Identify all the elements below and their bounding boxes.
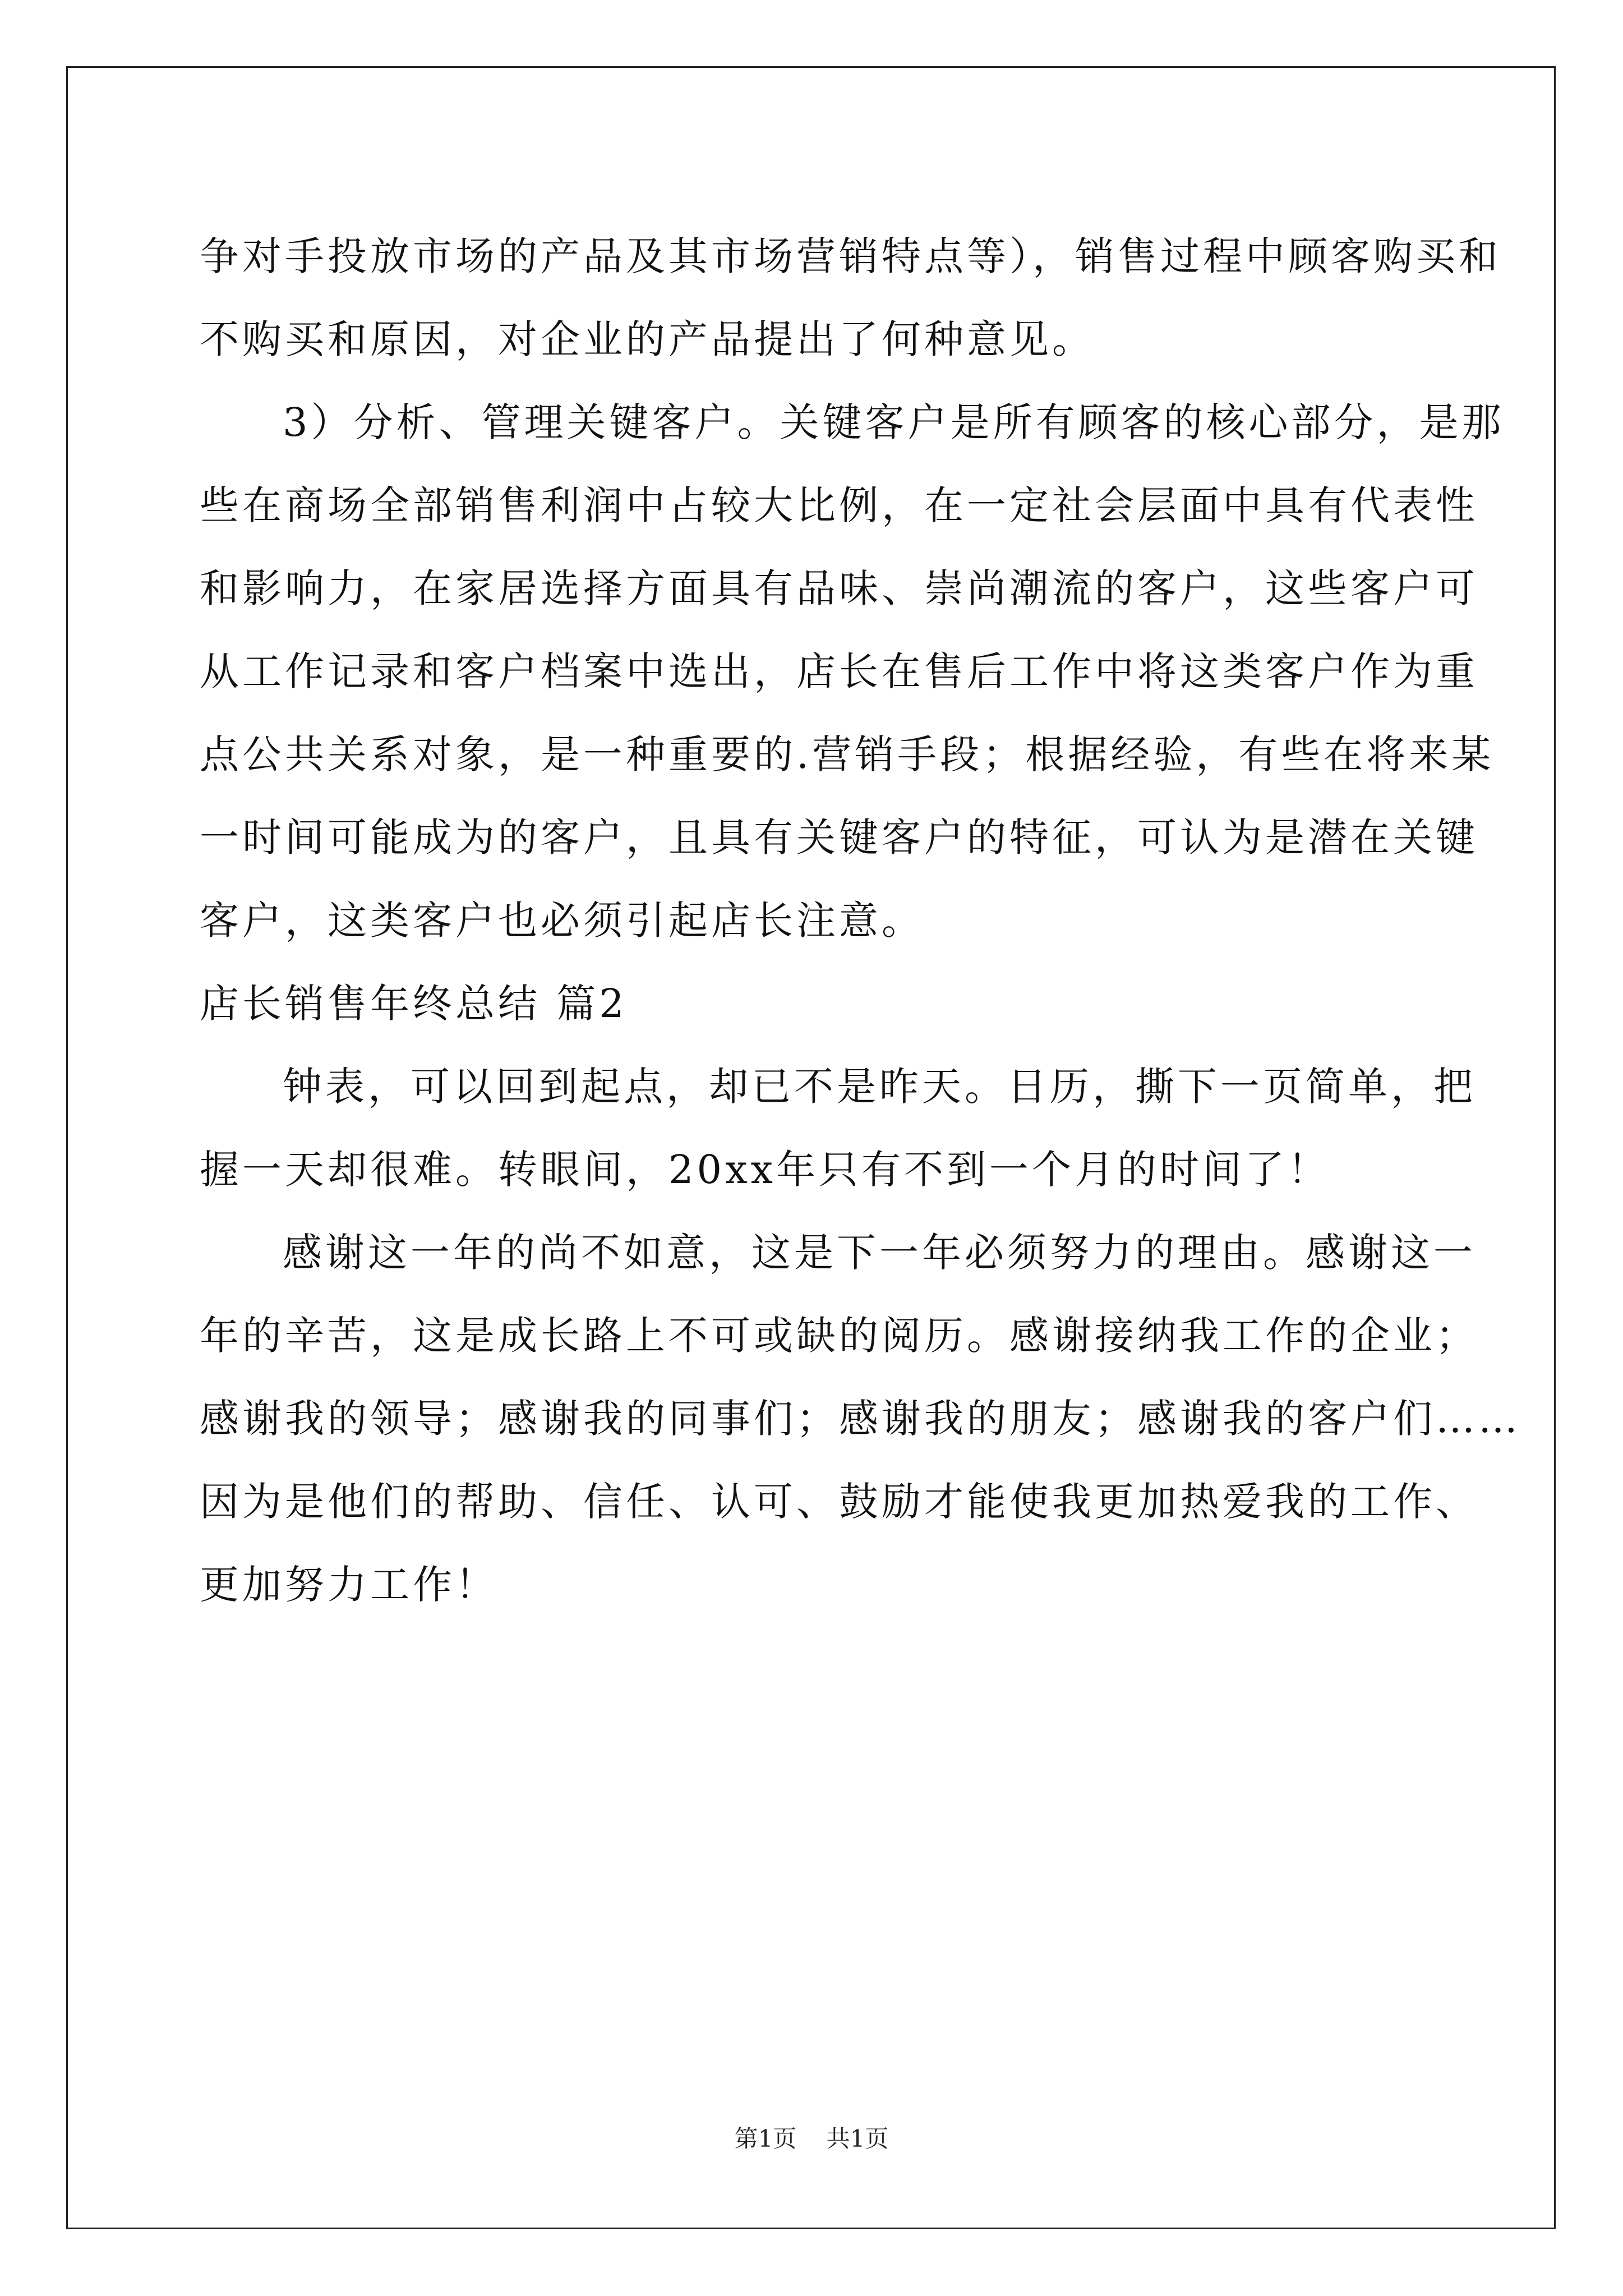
section-heading: 店长销售年终总结 篇2 xyxy=(200,981,628,1027)
text-line: 握一天却很难。转眼间，20xx年只有不到一个月的时间了！ xyxy=(200,1147,1331,1193)
text-line: 争对手投放市场的产品及其市场营销特点等），销售过程中顾客购买和 xyxy=(200,233,1501,279)
text-line: 更加努力工作！ xyxy=(200,1562,498,1608)
text-line: 客户，这类客户也必须引起店长注意。 xyxy=(200,898,924,944)
document-body xyxy=(200,215,1521,1626)
page-footer xyxy=(0,2120,1623,2154)
page-number: 第1页 xyxy=(734,2125,797,2152)
text-line: 点公共关系对象，是一种重要的.营销手段；根据经验，有些在将来某 xyxy=(200,731,1495,777)
text-line: 感谢我的领导；感谢我的同事们；感谢我的朋友；感谢我的客户们…… xyxy=(200,1396,1521,1442)
text-line: 因为是他们的帮助、信任、认可、鼓励才能使我更加热爱我的工作、 xyxy=(200,1479,1478,1525)
text-line: 些在商场全部销售利润中占较大比例，在一定社会层面中具有代表性 xyxy=(200,482,1478,528)
page-total: 共1页 xyxy=(826,2125,889,2152)
text-line: 和影响力，在家居选择方面具有品味、崇尚潮流的客户，这些客户可 xyxy=(200,565,1478,611)
text-line: 年的辛苦，这是成长路上不可或缺的阅历。感谢接纳我工作的企业； xyxy=(200,1313,1478,1359)
text-line: 一时间可能成为的客户，且具有关键客户的特征，可认为是潜在关键 xyxy=(200,815,1478,861)
paragraph-start-line: 3）分析、管理关键客户。关键客户是所有顾客的核心部分，是那 xyxy=(283,399,1505,445)
text-line: 不购买和原因，对企业的产品提出了何种意见。 xyxy=(200,316,1095,362)
text-line: 从工作记录和客户档案中选出，店长在售后工作中将这类客户作为重 xyxy=(200,648,1478,694)
paragraph-start-line: 感谢这一年的尚不如意，这是下一年必须努力的理由。感谢这一 xyxy=(283,1230,1476,1276)
paragraph-start-line: 钟表，可以回到起点，却已不是昨天。日历，撕下一页简单，把 xyxy=(283,1064,1476,1110)
